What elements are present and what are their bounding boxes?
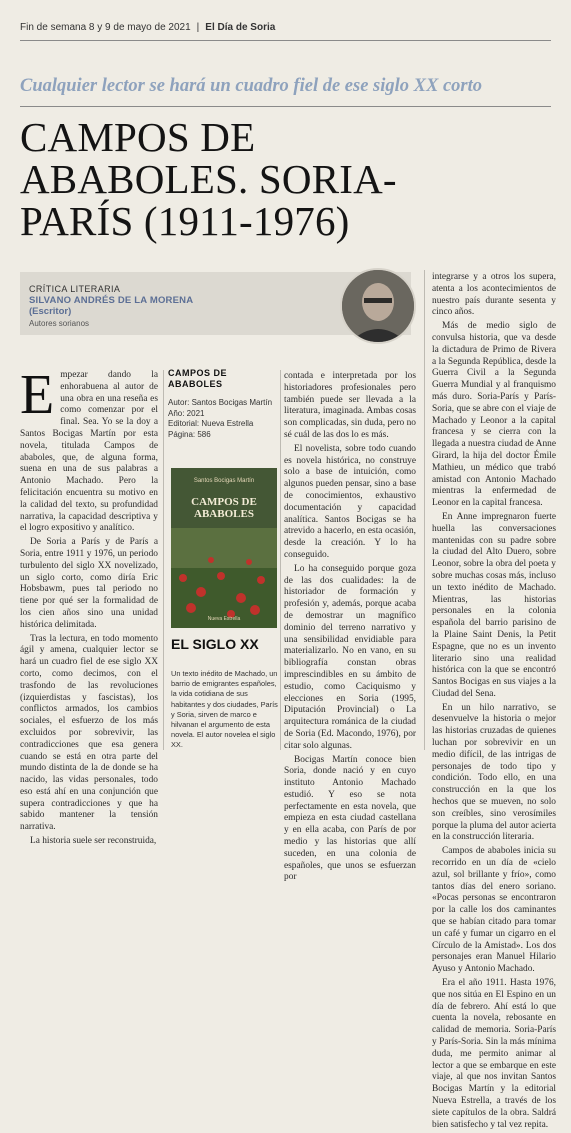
paragraph: Bocigas Martín conoce bien Soria, donde nació y en cuyo instituto Antonio Machado estudió. Y eso se nota perfectamente en esta novela, que empieza en esta ciudad castellana y en ella acaba, con París de por medio y las historias que allí suceden, en una colonia de españoles, que unos se esfuerzan por <box>284 754 416 883</box>
paragraph: Lo ha conseguido porque goza de las dos cualidades: la de historiador de formación y profesión y, además, porque acaba de demostrar un magnífico dominio del terreno narrativo y una sensibilidad envidiable para materializarlo. No en vano, en su bibliografía constan obras imprescindibles en su ámbito de estudio, como Caciquismo y elecciones en Soria (1995, Diputación Provincial) o La arquitectura románica de la ciudad de Soria (Ed. Macondo, 1976), por citar solo algunas. <box>284 563 416 751</box>
headline-line: ABABOLES. SORIA- <box>20 156 397 202</box>
book-title: ABABOLES <box>168 379 223 389</box>
book-cover <box>171 468 277 628</box>
paragraph: El novelista, sobre todo cuando es novela histórica, no construye solo a base de intuición, como algunos pueden pensar, sino a base de conocimientos, exhaustivo documentación y capacidad analítica. Santos Bocigas se ha atrevido a hacerlo, en esta ocasión, desde la creación. Y lo ha conseguido. <box>284 443 416 560</box>
book-year: Año: 2021 <box>168 408 205 418</box>
column-divider <box>280 370 281 750</box>
page-header <box>20 22 275 33</box>
publication-name: El Día de Soria <box>205 22 276 33</box>
drop-cap: E <box>20 364 55 426</box>
book-pages: Página: 586 <box>168 429 211 439</box>
column-divider <box>163 370 164 750</box>
byline-role: (Escritor) <box>29 306 72 317</box>
byline-author: SILVANO ANDRÉS DE LA MORENA <box>29 295 194 306</box>
paragraph: En un hilo narrativo, se desenvuelve la historia o mejor las historias cruzadas de quienes luchan por sobrevivir en un medio difícil, de las intrigas de personajes de todo tipo y condición. Todo ello, en una construcción en la que los hechos que se mueven, no solo son creíbles, sino verosímiles porque la pluma del autor acierta en la construcción literaria. <box>432 702 556 843</box>
paragraph: mpezar dando la enhorabuena al autor de una obra en una reseña es como comenzar por el final. Sea. Yo se la doy a Santos Bocigas Martín por esta novela, titulada Campos de ababoles, que, de alguna forma, suena en una de sus palabras a Antonio Machado. Pero la felicitación encuentra su motivo en la calidad del texto, su profundidad narrativa, la capacidad descriptiva y el logro expositivo y analítico. <box>20 370 158 534</box>
cover-title: CAMPOS DE ABABOLES <box>191 496 257 520</box>
cover-publisher: Nueva Estrella <box>207 616 241 622</box>
column-divider <box>424 270 425 750</box>
sidebar-heading: EL SIGLO XX <box>171 636 259 652</box>
paragraph: contada e interpretada por los historiadores profesionales pero también puede ser llevada a la literatura, imaginada. Ambas cosas son complicadas, sin duda, pero no sé cuál de las dos lo es más. <box>284 371 416 440</box>
book-info-box <box>168 368 275 440</box>
article-column-3 <box>432 272 556 1133</box>
book-meta <box>168 398 275 440</box>
paragraph: De Soria a París y de París a Soria, entre 1911 y 1976, un periodo turbulento del siglo XX novelizado, un siglo corto, como diría Eric Hobsbawm, pues tal periodo no tiene por qué ser la formalidad de los cien años sino una unidad histórica delimitada. <box>20 537 158 630</box>
cover-author: Santos Bocigas Martín <box>193 478 255 484</box>
paragraph: Más de medio siglo de convulsa historia, que va desde la dictadura de Primo de Rivera a la Segunda República, desde la Guerra Civil a la Segunda Guerra Mundial y al franquismo más duro. Soria-París y París-Soria, que se abre con el viaje de Machado y Leonor a la capital francesa y se cierra con la llegada a nuestra ciudad de Anne Girard, la hija del doctor Émile Mathieu, un médico que trabó amistad con Antonio Machado mientras la enfermedad de Leonor en la capital francesa. <box>432 321 556 509</box>
kicker: Cualquier lector se hará un cuadro fiel de ese siglo XX corto <box>20 76 483 96</box>
kicker-rule <box>20 106 551 107</box>
paragraph: La historia suele ser reconstruida, <box>30 836 157 847</box>
book-title: CAMPOS DE <box>168 368 228 378</box>
issue-date: Fin de semana 8 y 9 de mayo de 2021 <box>20 22 191 33</box>
byline-subtitle: Autores sorianos <box>29 319 90 328</box>
article-column-2 <box>284 371 416 886</box>
paragraph: Campos de ababoles inicia su recorrido en un día de «cielo azul, sol brillante y frío», como tantos días del enero soriano. «Pocas personas se encontraron por la calle los dos caminantes que se habían citado para tomar un café y fumar un cigarro en el Círculo de la Amistad». Los dos personajes eran Manuel Hilario Ayuso y Antonio Machado. <box>432 846 556 975</box>
paragraph: Tras la lectura, en todo momento ágil y amena, cualquier lector se hará un cuadro fiel de ese siglo XX corto, como decimos, con el trasfondo de las revoluciones (izquierdistas y fascistas), los conflictos armados, los cambios sociales, el esfuerzo de los más excluidos por sobrevivir, las contradicciones que esa genera cuando se está en otra parte del mundo distinta de la de donde se ha nacido, las vidas personales, todo eso está ahí en una conjunción que supera contradicciones y que ha sabido mantener la tensión narrativa. <box>20 633 158 833</box>
book-author: Autor: Santos Bocigas Martín <box>168 398 273 407</box>
article-column-1 <box>20 364 158 850</box>
sidebar-blurb: Un texto inédito de Machado, un barrio de emigrantes españoles, la vida cotidiana de sus habitantes y dos ciudades, París y Soria, sirven de marco e hilvanan el argumento de esta novela. El autor novelea el siglo XX. <box>171 669 278 750</box>
header-separator: | <box>196 22 200 33</box>
headline <box>20 116 420 242</box>
paragraph: En Anne impregnaron fuerte huella las conversaciones mantenidas con su padre sobre la ciudad del Alto Duero, sobre Leonor, sobre la obra del poeta y sobre muchas cosas más, incluso un texto inédito de Machado. Mientras, las historias personales en la colonia española del barrio parisino de la Plaine Saint Denis, la Petit Espagne, que no es un invento literario sino una realidad histórica con la que se encontró Santos Bocigas en sus viajes a la Ciudad del Sena. <box>432 511 556 699</box>
section-category: CRÍTICA LITERARIA <box>29 284 121 294</box>
headline-line: PARÍS (1911-1976) <box>20 198 350 244</box>
header-rule <box>20 40 551 41</box>
paragraph: integrarse y a otros los supera, atenta a los acontecimientos de nuestro país durante sesenta y cinco años. <box>432 272 556 318</box>
book-publisher: Editorial: Nueva Estrella <box>168 419 254 428</box>
paragraph: Era el año 1911. Hasta 1976, que nos sitúa en El Espino en un día de febrero. Ahí está lo que cuenta la novela, rebosante en calidad de memoria. Soria-París y París-Soria. Sin la más mínima duda, me permito animar al lector a que se embarque en este viaje, al que nos invitan Santos Bocigas Martín y la editorial Nueva Estrella, a través de los siete capítulos de la obra. Saldrá bien satisfecho y tal vez repita. <box>432 978 556 1130</box>
author-photo <box>340 268 416 344</box>
headline-line: CAMPOS DE <box>20 114 256 160</box>
